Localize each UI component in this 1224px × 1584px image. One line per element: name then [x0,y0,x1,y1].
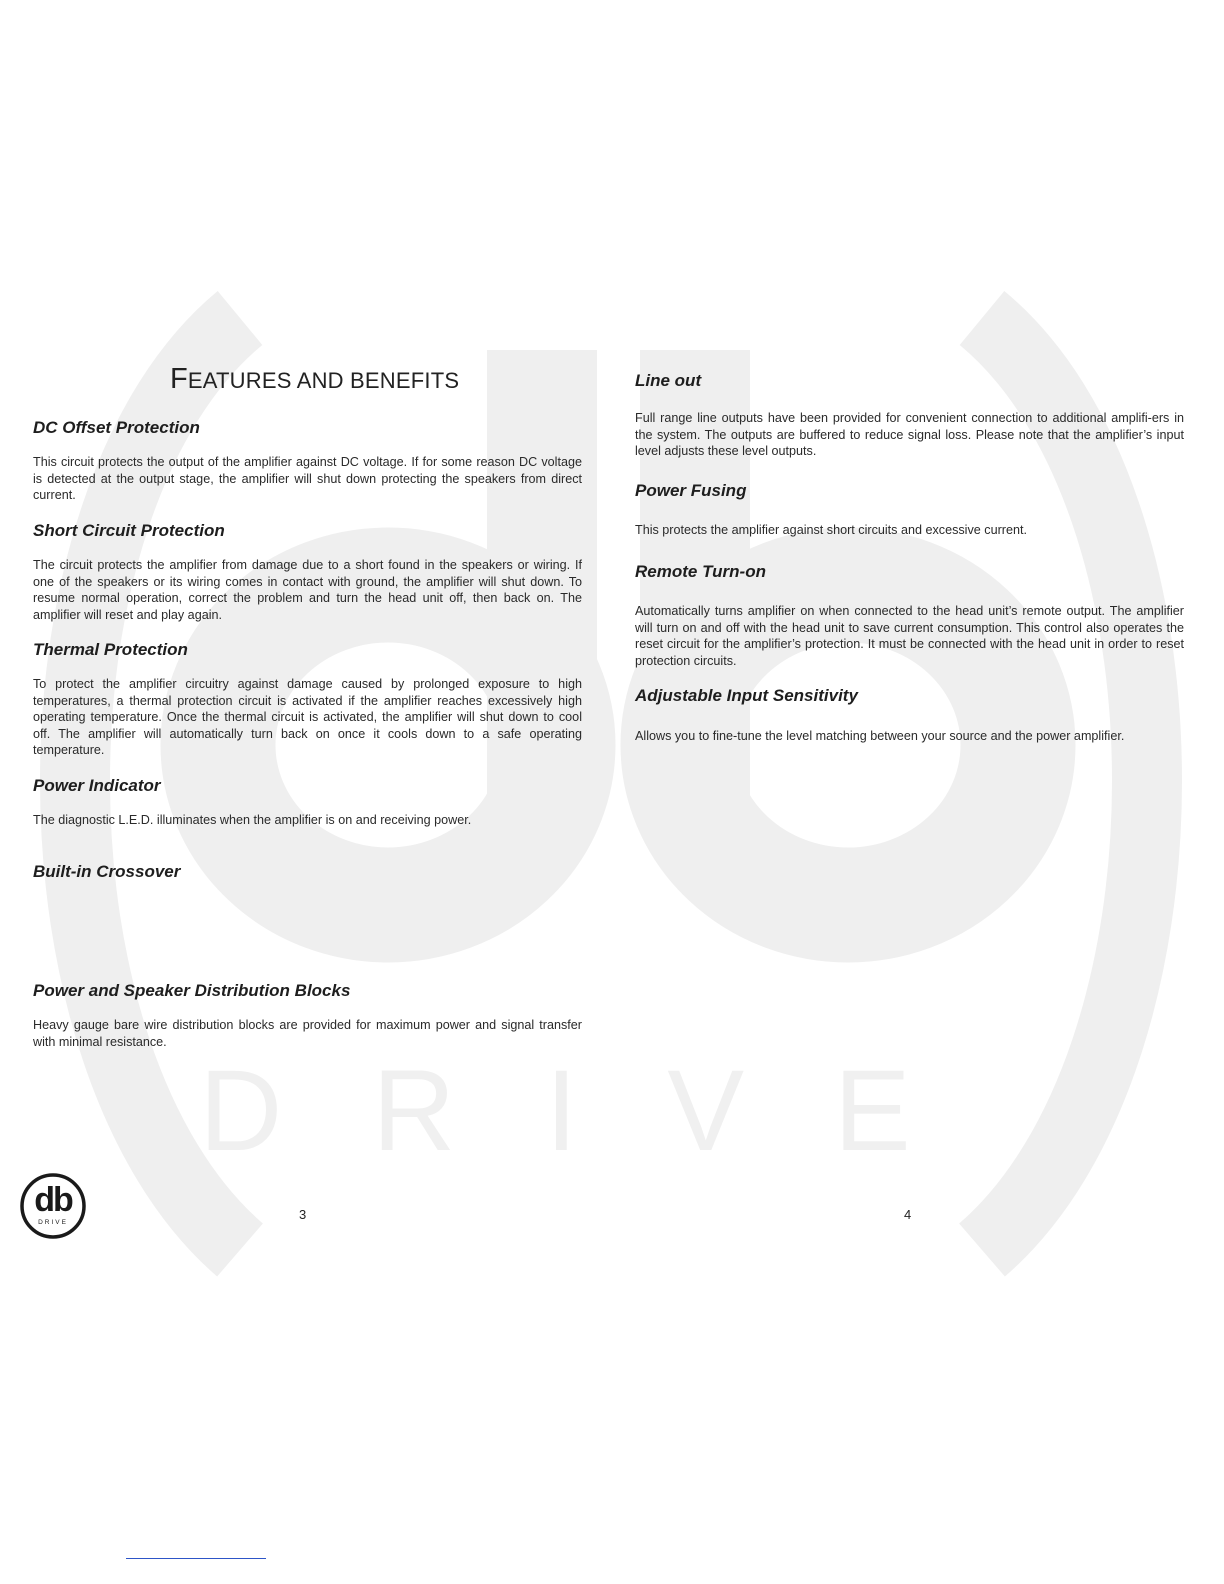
body-remote-turn-on: Automatically turns amplifier on when connected to the head unit’s remote output. The amplifier will turn on and off with the head unit to save current consumption. This control also operates the reset circuit for the amplifier’s protection. It must be connected with the head unit in order to reset protection circuits. [635,604,1184,668]
heading-power-indicator: Power Indicator [33,776,161,795]
bottom-rule [126,1558,266,1559]
heading-short-circuit: Short Circuit Protection [33,521,225,540]
heading-distribution-blocks: Power and Speaker Distribution Blocks [33,981,351,1000]
body-line-out: Full range line outputs have been provided for convenient connection to additional amplifi-ers in the system. The outputs are buffered to reduce signal loss. Please note that the amplifier’s input level adjusts these level outputs. [635,411,1184,458]
page-number-left: 3 [299,1207,307,1222]
db-drive-logo-icon [19,1172,87,1240]
heading-dc-offset: DC Offset Protection [33,418,200,437]
title-initial: F [170,363,188,395]
heading-thermal: Thermal Protection [33,640,188,659]
body-distribution-blocks: Heavy gauge bare wire distribution blocks are provided for maximum power and signal transfer with minimal resistance. [33,1018,582,1049]
heading-power-fusing: Power Fusing [635,481,747,500]
heading-input-sensitivity: Adjustable Input Sensitivity [635,686,858,705]
title-rest: EATURES AND BENEFITS [187,368,460,393]
page-number-right: 4 [904,1207,912,1222]
heading-remote-turn-on: Remote Turn-on [635,562,766,581]
body-short-circuit: The circuit protects the amplifier from damage due to a short found in the speakers or wiring. If one of the speakers or its wiring comes in contact with ground, the amplifier will shut down. To resume normal operation, correct the problem and turn the head unit off, then back on. The amplifier will reset and play again. [33,558,582,622]
logo-sub: DRIVE [38,1219,68,1226]
page-title [170,363,459,396]
body-dc-offset: This circuit protects the output of the amplifier against DC voltage. If for some reason DC voltage is detected at the output stage, the amplifier will shut down protecting the speakers from direct current. [33,455,582,502]
body-power-fusing: This protects the amplifier against short circuits and excessive current. [635,523,1027,537]
heading-line-out: Line out [635,371,702,390]
heading-crossover: Built-in Crossover [33,862,181,881]
body-thermal: To protect the amplifier circuitry against damage caused by prolonged exposure to high temperatures, a thermal protection circuit is activated if the amplifier reaches excessively high operating temperature. Once the thermal circuit is activated, the amplifier will shut down to cool off. The amplifier will automatically turn back on once it cools down to a safe operating temperature. [33,677,582,757]
watermark-word: DRIVE [199,1047,1001,1175]
body-power-indicator: The diagnostic L.E.D. illuminates when the amplifier is on and receiving power. [33,813,472,827]
logo-letters: db [34,1181,72,1219]
body-input-sensitivity: Allows you to fine-tune the level matching between your source and the power amplifier. [635,729,1125,743]
